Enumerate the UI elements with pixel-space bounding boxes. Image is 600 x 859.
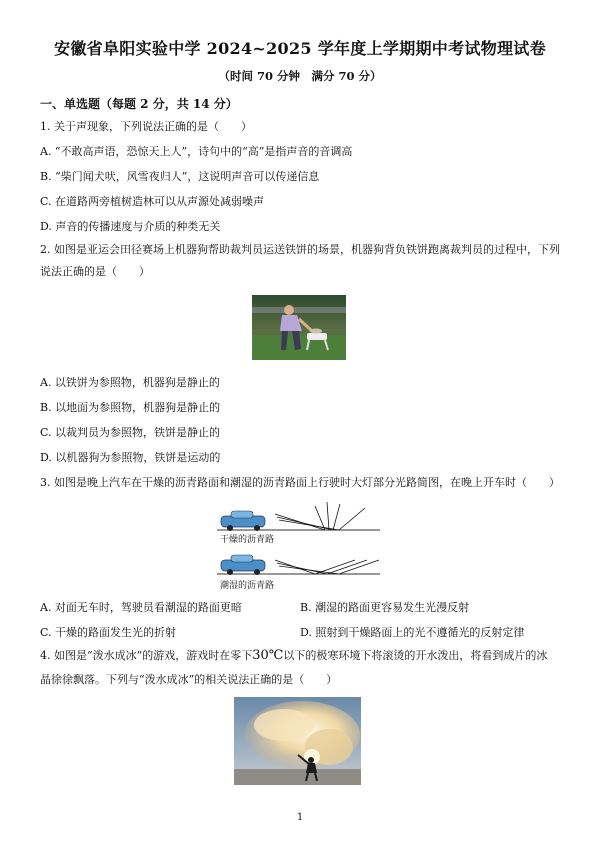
q1-stem: 1. 关于声现象，下列说法正确的是（ ） bbox=[40, 120, 252, 133]
q4-stem-line1 bbox=[40, 649, 547, 663]
q2-option-a: A. 以铁饼为参照物，机器狗是静止的 bbox=[40, 376, 220, 389]
q4-stem-before: 4. 如图是“泼水成冰”的游戏，游戏时在零下 bbox=[40, 649, 253, 662]
q3-option-a: A. 对面无车时，驾驶员看潮湿的路面更暗 bbox=[40, 601, 242, 614]
q1-option-d: D. 声音的传播速度与介质的种类无关 bbox=[40, 220, 221, 233]
q1-option-a: A. “不敢高声语，恐惊天上人”，诗句中的“高”是指声音的音调高 bbox=[40, 145, 353, 158]
q3-option-d: D. 照射到干燥路面上的光不遵循光的反射定律 bbox=[300, 626, 525, 639]
q3-stem: 3. 如图是晚上汽车在干燥的沥青路面和潮湿的沥青路面上行驶时大灯部分光路简图，在晚上开车时（ ） bbox=[40, 476, 560, 489]
q3-option-c: C. 干燥的路面发生光的折射 bbox=[40, 626, 177, 639]
q2-option-c: C. 以裁判员为参照物，铁饼是静止的 bbox=[40, 426, 221, 439]
exam-title: 安徽省阜阳实验中学 2024~2025 学年度上学期期中考试物理试卷 bbox=[54, 39, 546, 58]
water-to-ice-photo bbox=[234, 697, 361, 785]
q2-option-b: B. 以地面为参照物，机器狗是静止的 bbox=[40, 401, 221, 414]
exam-subtitle: （时间 70 分钟 满分 70 分） bbox=[218, 69, 382, 83]
q2-stem: 2. 如图是亚运会田径赛场上机器狗帮助裁判员运送铁饼的场景，机器狗背负铁饼跑离裁判员的过程中，下列说法正确的是（ ） bbox=[40, 243, 560, 278]
q4-temperature: 30℃ bbox=[252, 648, 284, 663]
page-number: 1 bbox=[296, 812, 304, 823]
q1-option-c: C. 在道路两旁植树造林可以从声源处减弱噪声 bbox=[40, 195, 265, 208]
section-heading: 一、单选题（每题 2 分，共 14 分） bbox=[40, 97, 238, 111]
q2-option-d: D. 以机器狗为参照物，铁饼是运动的 bbox=[40, 451, 221, 464]
q4-stem-after: 以下的极寒环境下将滚烫的开水泼出，将看到成片的冰 bbox=[283, 649, 548, 662]
dry-road-label: 干燥的沥青路 bbox=[220, 535, 275, 545]
wet-road-label: 潮湿的沥青路 bbox=[220, 581, 275, 591]
robot-dog-photo bbox=[252, 295, 346, 360]
q4-stem-line2: 晶徐徐飘落。下列与“泼水成冰”的相关说法正确的是（ ） bbox=[40, 673, 338, 686]
q1-option-b: B. “柴门闻犬吠，风雪夜归人”，这说明声音可以传递信息 bbox=[40, 170, 320, 183]
q3-option-b: B. 潮湿的路面更容易发生光漫反射 bbox=[300, 601, 470, 614]
